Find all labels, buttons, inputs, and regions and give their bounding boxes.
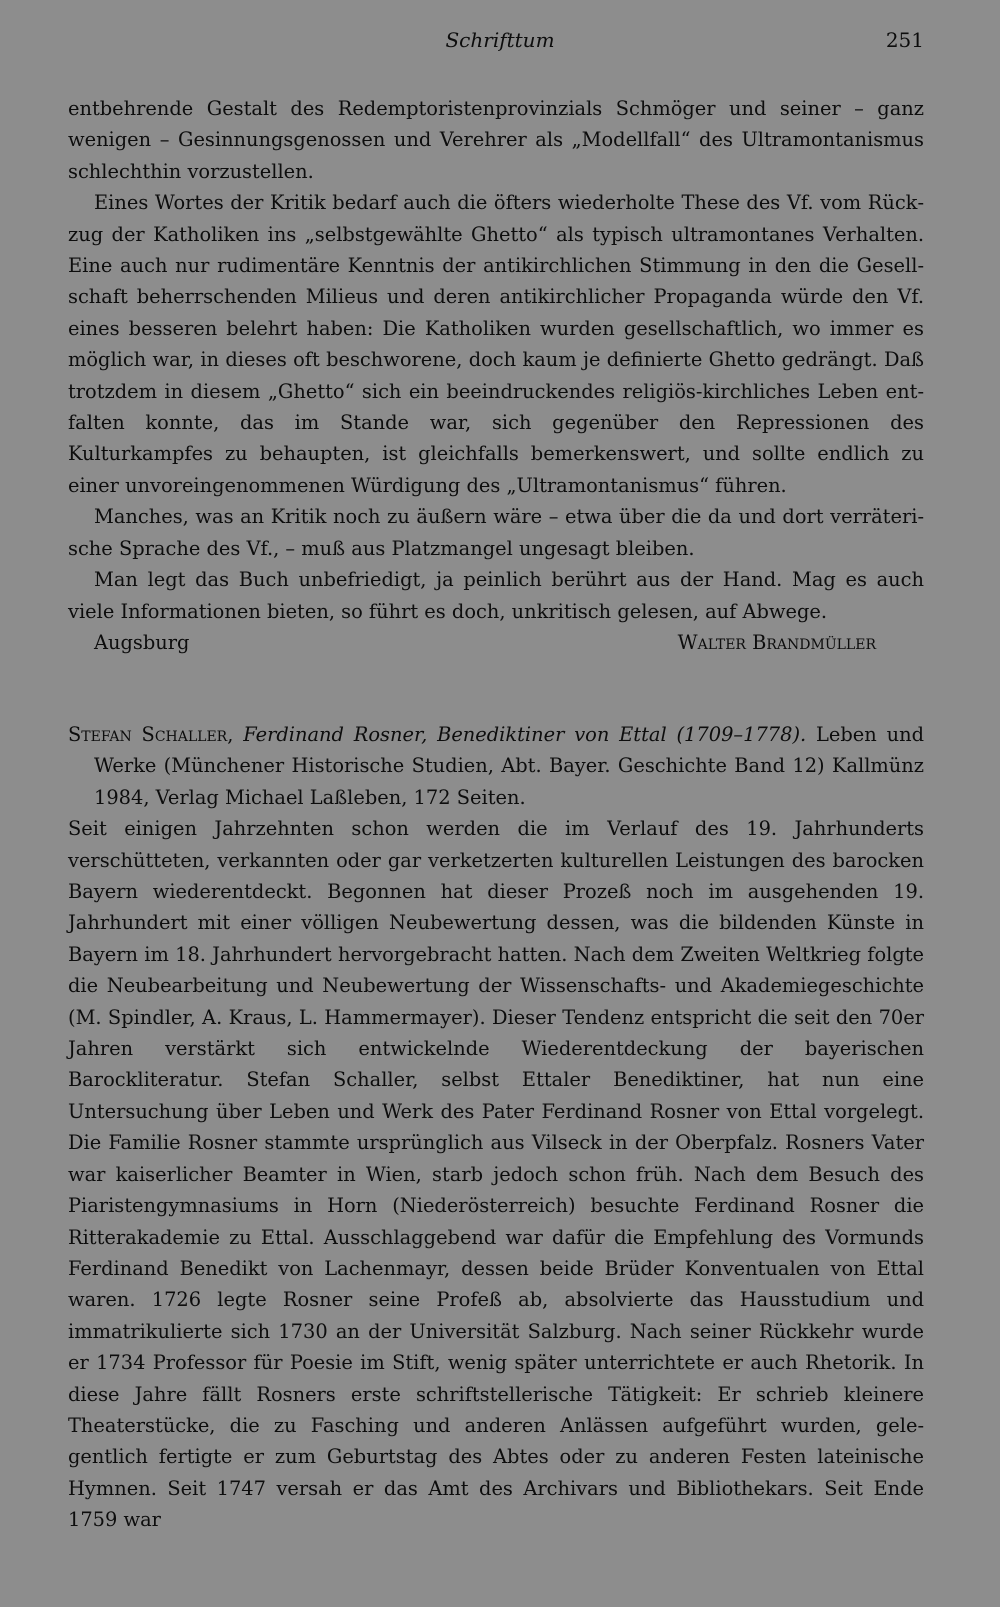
page-header	[0, 28, 1000, 56]
review-signature	[68, 627, 924, 658]
paragraph: Eines Wortes der Kritik bedarf auch die öfters wiederholte These des Vf. vom Rückzug der Katholiken ins „selbstgewählte Ghetto“ als typisch ultramontanes Verhalten. Eine auch nur rudimentäre Kenntnis der antikirchlichen Stimmung in den die Gesellschaft beherrschenden Milieus und deren antikirchlicher Propaganda würde den Vf. eines besseren belehrt haben: Die Katholiken wurden gesellschaftlich, wo immer es möglich war, in dieses oft beschworene, doch kaum je definierte Ghetto gedrängt. Daß trotzdem in diesem „Ghetto“ sich ein beeindruckendes religiös-kirchliches Leben entfalten konnte, das im Stande war, sich gegenüber den Repressionen des Kulturkampfes zu behaupten, ist gleichfalls bemerkenswert, und sollte endlich zu einer unvoreingenommenen Würdigung des „Ultramontanismus“ führen.	[68, 191, 924, 497]
paragraph: Manches, was an Kritik noch zu äußern wäre – etwa über die da und dort verräterische Sprache des Vf., – muß aus Platzmangel ungesagt bleiben.	[68, 505, 924, 560]
page-number: 251	[885, 28, 924, 52]
review-brandmueller-continuation	[68, 93, 924, 658]
reviewer-name: Walter Brandmüller	[677, 630, 876, 654]
bibliographic-entry	[68, 719, 924, 813]
running-title: Schrifttum	[445, 28, 555, 52]
book-author: Stefan Schaller,	[68, 723, 234, 746]
book-details: Leben und Werke (Münchener Historische Studien, Abt. Bayer. Geschichte Band 12) Kallmünz 1984, Verlag Michael Laßleben, 172 Seiten.	[94, 723, 924, 809]
book-title: Ferdinand Rosner, Benediktiner von Ettal (1709–1778).	[243, 723, 807, 746]
paragraph: Seit einigen Jahrzehnten schon werden die im Verlauf des 19. Jahrhunderts verschütteten, verkannten oder gar verketzerten kulturellen Leistungen des barocken Bayern wiederentdeckt. Begonnen hat dieser Prozeß noch im ausgehenden 19. Jahrhundert mit einer völligen Neubewertung dessen, was die bildenden Künste in Bayern im 18. Jahrhundert hervorgebracht hatten. Nach dem Zweiten Weltkrieg folgte die Neubearbeitung und Neubewertung der Wissenschafts- und Akademiegeschichte (M. Spindler, A. Kraus, L. Hammermayer). Dieser Tendenz entspricht die seit den 70er Jahren verstärkt sich entwickelnde Wiederentdeckung der bayerischen Barockliteratur. Stefan Schaller, selbst Ettaler Benediktiner, hat nun eine Untersuchung über Leben und Werk des Pater Ferdinand Rosner von Ettal vorgelegt. Die Familie Rosner stammte ursprünglich aus Vilseck in der Oberpfalz. Rosners Vater war kaiserlicher Beamter in Wien, starb jedoch schon früh. Nach dem Besuch des Piaristengymnasiums in Horn (Niederösterreich) besuchte Ferdinand Rosner die Ritterakademie zu Ettal. Ausschlaggebend war dafür die Empfehlung des Vormunds Ferdinand Benedikt von Lachenmayr, dessen beide Brüder Konventualen von Ettal waren. 1726 legte Rosner seine Profeß ab, absolvierte das Hausstudium und immatrikulierte sich 1730 an der Universität Salzburg. Nach seiner Rückkehr wurde er 1734 Professor für Poesie im Stift, wenig später unterrichtete er auch Rhetorik. In diese Jahre fällt Rosners erste schriftstellerische Tätigkeit: Er schrieb kleinere Theaterstücke, die zu Fasching und anderen Anlässen aufgeführt wurden, gelegentlich fertigte er zum Geburtstag des Abtes oder zu anderen Festen lateinische Hymnen. Seit 1747 versah er das Amt des Archivars und Bibliothekars. Seit Ende 1759 war	[68, 817, 924, 1532]
paragraph: entbehrende Gestalt des Redemptoristenprovinzials Schmöger und seiner – ganz wenigen – Gesinnungsgenossen und Verehrer als „Modellfall“ des Ultramontanismus schlechthin vorzustellen.	[68, 97, 924, 183]
signature-place: Augsburg	[94, 630, 190, 654]
paragraph: Man legt das Buch unbefriedigt, ja peinlich berührt aus der Hand. Mag es auch viele Informationen bieten, so führt es doch, unkritisch gelesen, auf Abwege.	[68, 568, 924, 623]
review-schaller-rosner	[68, 719, 924, 1536]
